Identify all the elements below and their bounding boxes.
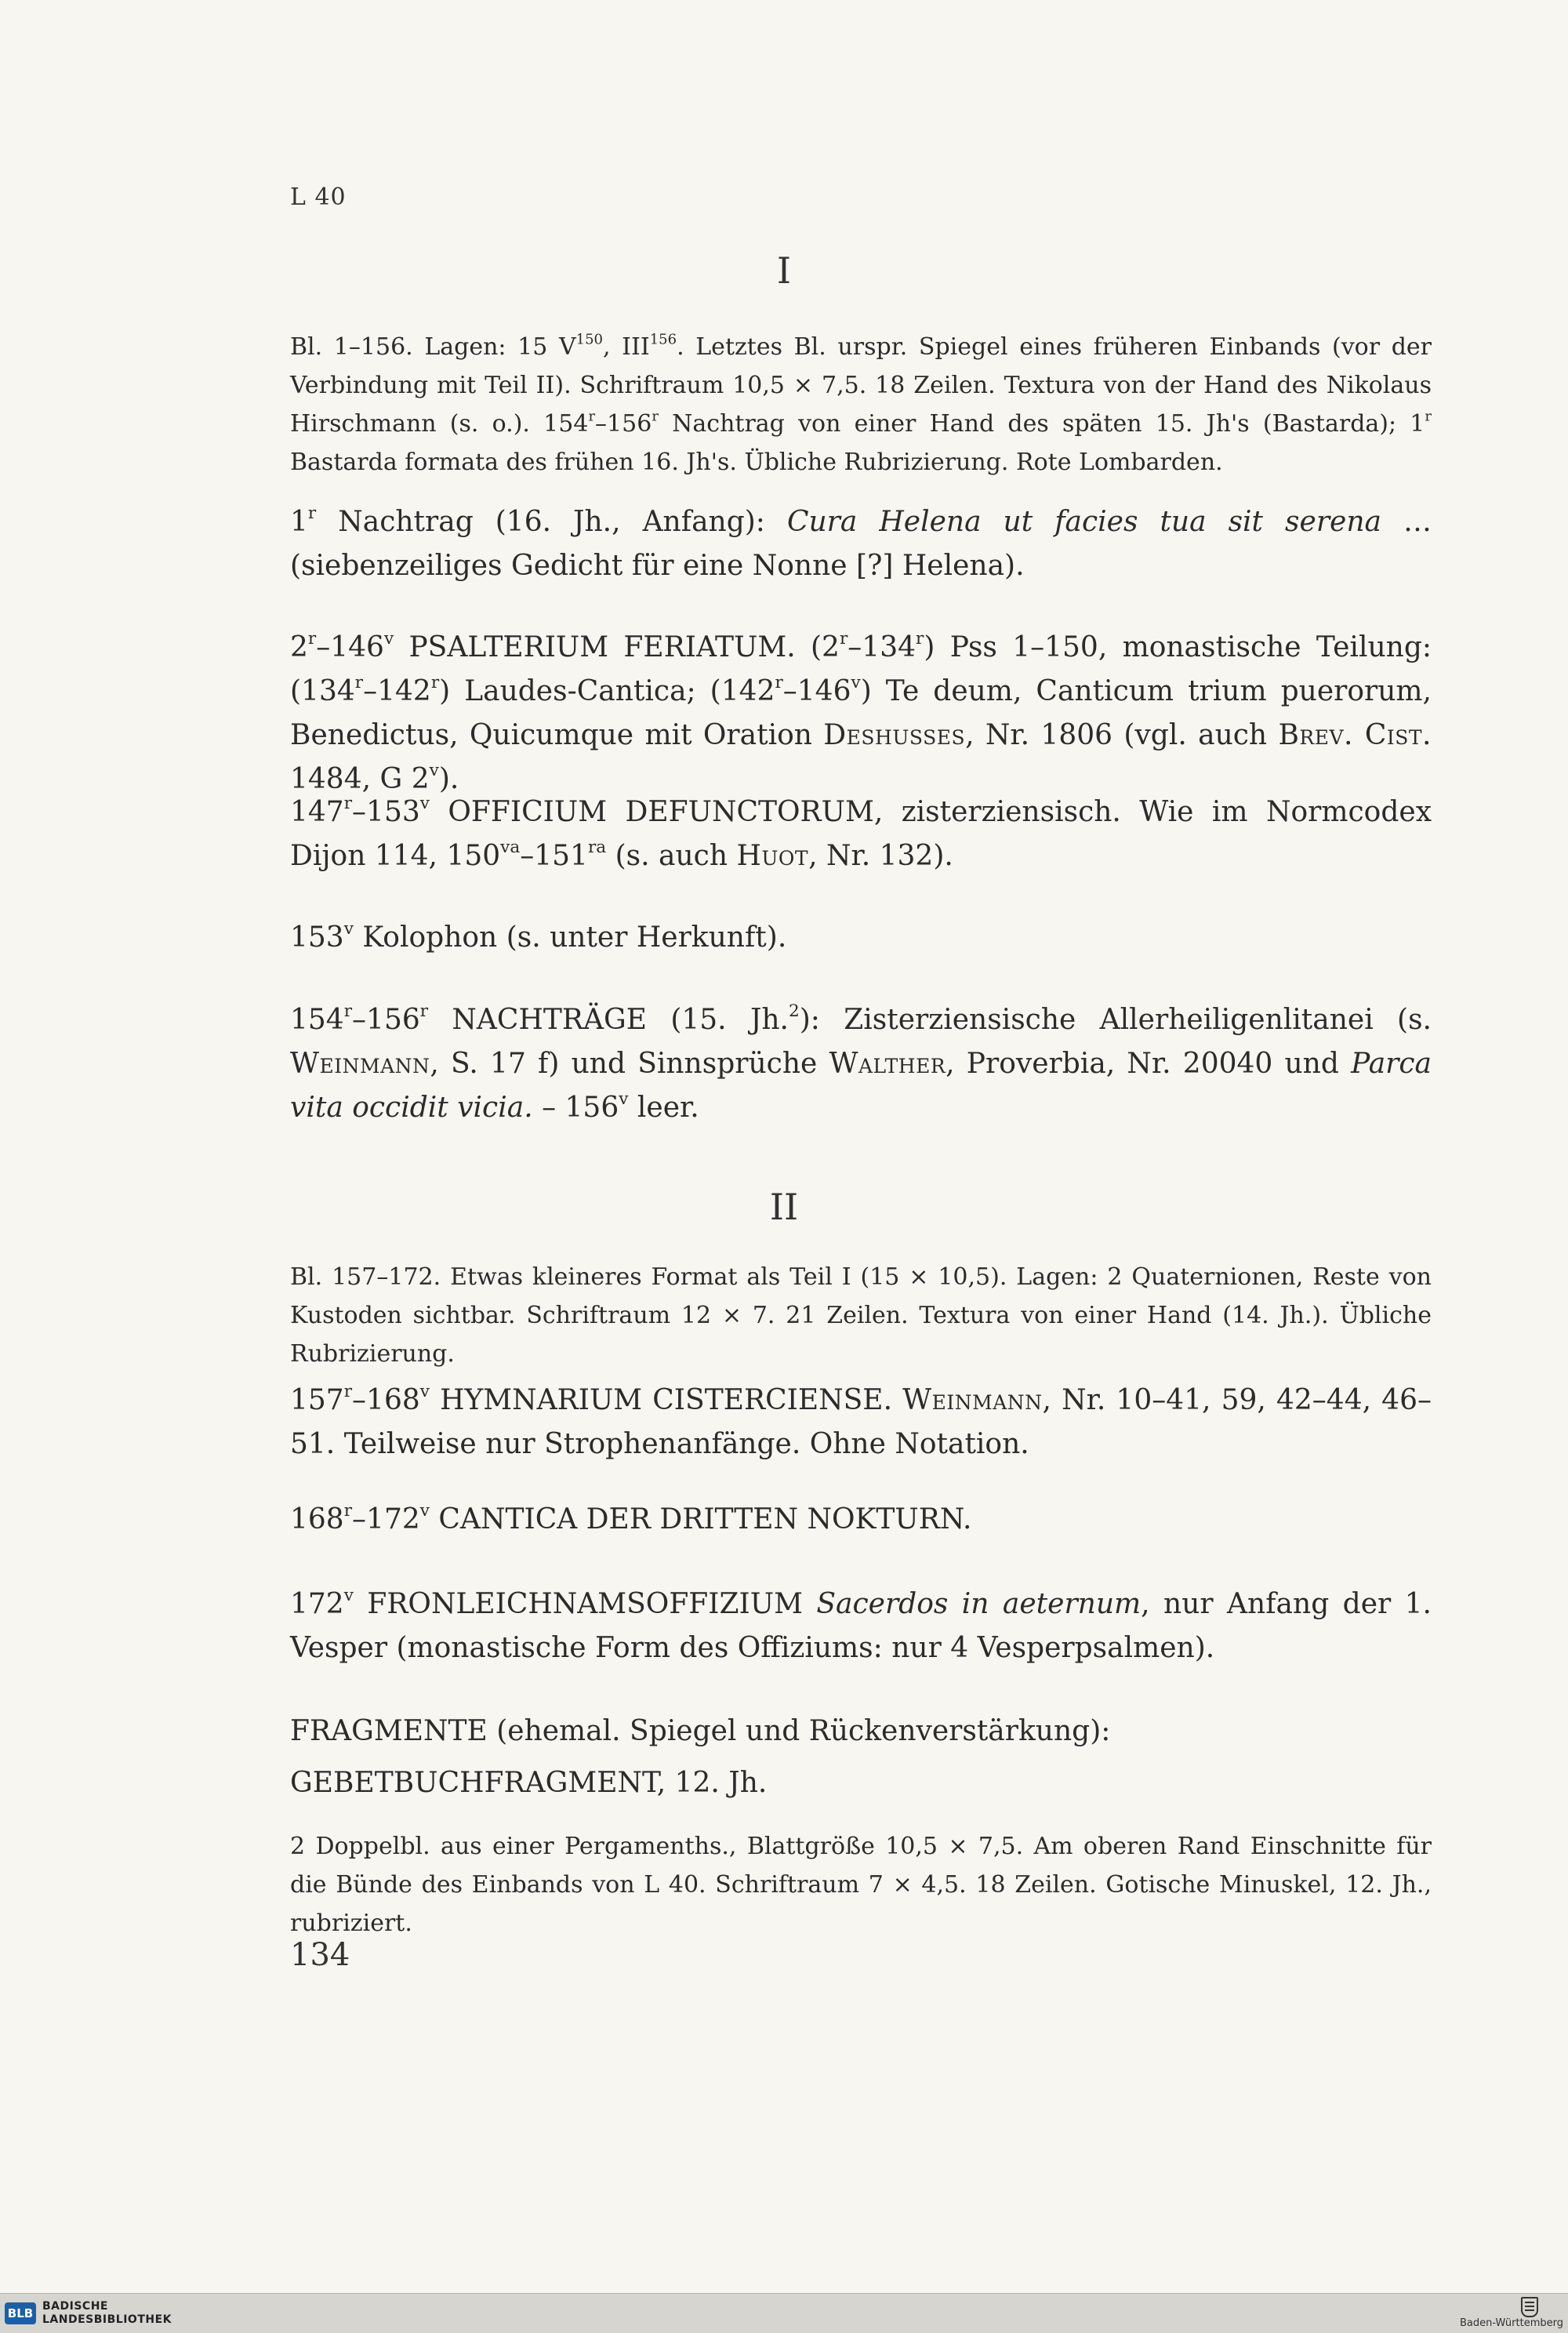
text-segment: va — [500, 837, 521, 857]
text-segment: v — [619, 1088, 629, 1109]
text-segment: Weinmann — [290, 1048, 430, 1080]
text-segment: , nur Anfang der 1. Vesper (monastische Form des Offiziums: nur 4 Vesperpsalmen). — [290, 1588, 1432, 1664]
text-segment: … (siebenzeiliges Gedicht für eine Nonne [?] Helena). — [290, 506, 1432, 582]
text-segment: –172 — [352, 1503, 420, 1535]
text-segment: Weinmann — [902, 1384, 1043, 1416]
text-segment: Bl. 157–172. Etwas kleineres Format als Teil I (15 × 10,5). Lagen: 2 Quaternionen, Reste von Kustoden sichtbar. Schriftraum 12 × 7. 21 Zeilen. Textura von einer Hand (14. Jh.). Übliche Rubrizierung. — [290, 1263, 1432, 1368]
text-segment: , Nr. 10–41, 59, 42–44, 46–51. Teilweise nur Strophenanfänge. Ohne Notation. — [290, 1384, 1432, 1460]
text-segment: 157 — [290, 1384, 344, 1416]
text-segment: , S. 17 f) und Sinnsprüche — [430, 1048, 829, 1080]
bw-crest-icon — [1521, 2297, 1538, 2317]
text-segment: v — [419, 1381, 430, 1401]
text-segment: r — [343, 1381, 353, 1401]
fragments-heading-line1: FRAGMENTE (ehemal. Spiegel und Rückenverstärkung): — [290, 1715, 1111, 1747]
text-segment: –134 — [848, 631, 916, 663]
text-segment: 172 — [290, 1588, 344, 1620]
entry-officium — [290, 790, 1432, 878]
text-segment: v — [419, 1500, 430, 1521]
blb-logo-line1: BADISCHE — [42, 2300, 108, 2313]
text-segment: 1 — [290, 506, 308, 538]
text-segment: r — [343, 1001, 353, 1021]
text-segment: Cura Helena ut facies tua sit serena — [786, 506, 1381, 538]
text-segment: ) Laudes-Cantica; (142 — [439, 675, 775, 707]
text-segment: – 156 — [532, 1092, 619, 1124]
text-segment: Nachtrag von einer Hand des späten 15. Jh's (Bastarda); 1 — [658, 410, 1425, 438]
text-segment: ) Te deum, Canticum trium puerorum, Benedictus, Quicumque mit Oration — [290, 675, 1432, 751]
fragments-heading — [290, 1710, 1432, 1805]
footer-bar — [0, 2293, 1568, 2333]
text-segment: r — [307, 503, 317, 523]
text-segment: Parca vita occidit vicia. — [290, 1048, 1432, 1124]
page-number: 134 — [290, 1937, 350, 1973]
text-segment: NACHTRÄGE (15. Jh. — [428, 1004, 789, 1036]
text-segment: , Proverbia, Nr. 20040 und — [946, 1048, 1352, 1080]
text-segment: 147 — [290, 796, 344, 828]
entry-nachtraege — [290, 998, 1432, 1130]
text-segment: Bastarda formata des frühen 16. Jh's. Übliche Rubrizierung. Rote Lombarden. — [290, 449, 1223, 476]
text-segment: ra — [587, 837, 607, 857]
text-segment: , Nr. 1806 (vgl. auch — [965, 719, 1279, 751]
entry-kolophon — [290, 916, 1432, 960]
text-segment: 150 — [575, 331, 603, 348]
entry-fronleichnam — [290, 1583, 1432, 1670]
text-segment: r — [916, 628, 924, 649]
text-segment: Nachtrag (16. Jh., Anfang): — [316, 506, 787, 538]
text-segment: –156 — [352, 1004, 420, 1036]
text-segment: v — [383, 628, 394, 649]
text-segment: v — [419, 793, 430, 813]
text-segment: –142 — [363, 675, 431, 707]
text-segment: Deshusses — [823, 719, 966, 751]
text-segment: r — [354, 672, 364, 692]
fragments-description: 2 Doppelbl. aus einer Pergamenths., Blattgröße 10,5 × 7,5. Am oberen Rand Einschnitte für die Bünde des Einbands von L 40. Schriftraum 7 × 4,5. 18 Zeilen. Gotische Minuskel, 12. Jh., rubriziert. — [290, 1833, 1432, 1937]
text-segment: Brev. Cist. — [1278, 719, 1432, 751]
text-segment: Huot — [736, 840, 809, 872]
text-segment: v — [851, 672, 861, 692]
text-segment: Kolophon (s. unter Herkunft). — [353, 921, 787, 954]
text-segment: r — [419, 1001, 429, 1021]
text-segment: –146 — [316, 631, 384, 663]
text-segment: 2 — [789, 1001, 800, 1021]
text-segment: ): Zisterziensische Allerheiligenlitanei (s. — [799, 1004, 1432, 1036]
part2-description — [290, 1258, 1432, 1373]
text-segment: 2 — [290, 631, 308, 663]
text-segment: , Nr. 132). — [808, 840, 953, 872]
text-segment: –146 — [782, 675, 851, 707]
text-segment: –156 — [595, 410, 652, 438]
blb-logo-line2: LANDESBIBLIOTHEK — [42, 2313, 172, 2326]
text-segment: r — [588, 408, 596, 425]
text-segment: r — [775, 672, 783, 692]
text-segment: 1484, G 2 — [290, 763, 430, 795]
part1-description — [290, 328, 1432, 481]
fragments-heading-line2: GEBETBUCHFRAGMENT, 12. Jh. — [290, 1767, 768, 1799]
text-segment: –153 — [352, 796, 420, 828]
text-segment: ). — [438, 763, 459, 795]
entry-psalterium — [290, 626, 1432, 801]
text-segment: OFFICIUM DEFUNCTORUM, zisterziensisch. Wie im Normcodex Dijon 114, 150 — [290, 796, 1432, 872]
text-segment: v — [429, 760, 439, 780]
entry-nachtrag — [290, 500, 1432, 588]
text-segment: v — [343, 918, 354, 939]
blb-logo[interactable]: BLB — [5, 2302, 36, 2324]
text-segment: Sacerdos in aeternum — [816, 1588, 1142, 1620]
text-segment: r — [430, 672, 440, 692]
text-segment: r — [652, 408, 659, 425]
text-segment: (s. auch — [606, 840, 737, 872]
part-numeral-2: II — [769, 1186, 799, 1228]
text-segment: Bl. 1–156. Lagen: 15 V — [290, 333, 576, 361]
text-segment: Walther — [829, 1048, 946, 1080]
text-segment: 153 — [290, 921, 344, 954]
text-segment: , III — [603, 333, 650, 361]
text-segment: leer. — [628, 1092, 699, 1124]
text-segment: –168 — [352, 1384, 420, 1416]
part-numeral-1: I — [776, 249, 792, 292]
text-segment: r — [839, 628, 848, 649]
text-segment: r — [343, 1500, 353, 1521]
text-segment: CANTICA DER DRITTEN NOKTURN. — [429, 1503, 972, 1535]
text-segment: –151 — [520, 840, 588, 872]
entry-hymnarium — [290, 1379, 1432, 1466]
text-segment: r — [343, 793, 353, 813]
text-segment: 154 — [290, 1004, 344, 1036]
text-segment: FRONLEICHNAMSOFFIZIUM — [353, 1588, 817, 1620]
blb-logo-text — [42, 2300, 172, 2327]
text-segment: PSALTERIUM FERIATUM. (2 — [394, 631, 840, 663]
text-segment: . Letztes Bl. urspr. Spiegel eines früheren Einbands (vor der Verbindung mit Teil II). Schriftraum 10,5 × 7,5. 18 Zeilen. Textura von der Hand des Nikolaus Hirschmann (s. o.). 154 — [290, 333, 1432, 438]
text-segment: r — [307, 628, 317, 649]
entry-cantica — [290, 1498, 1432, 1542]
text-segment: v — [343, 1585, 354, 1605]
state-label: Baden-Württemberg — [1460, 2317, 1563, 2329]
text-segment: 156 — [649, 331, 677, 348]
text-segment: 168 — [290, 1503, 344, 1535]
shelfmark: L 40 — [290, 184, 347, 211]
text-segment: r — [1425, 408, 1432, 425]
text-segment: HYMNARIUM CISTERCIENSE. — [429, 1384, 903, 1416]
text-segment: ) Pss 1–150, monastische Teilung: (134 — [290, 631, 1432, 707]
